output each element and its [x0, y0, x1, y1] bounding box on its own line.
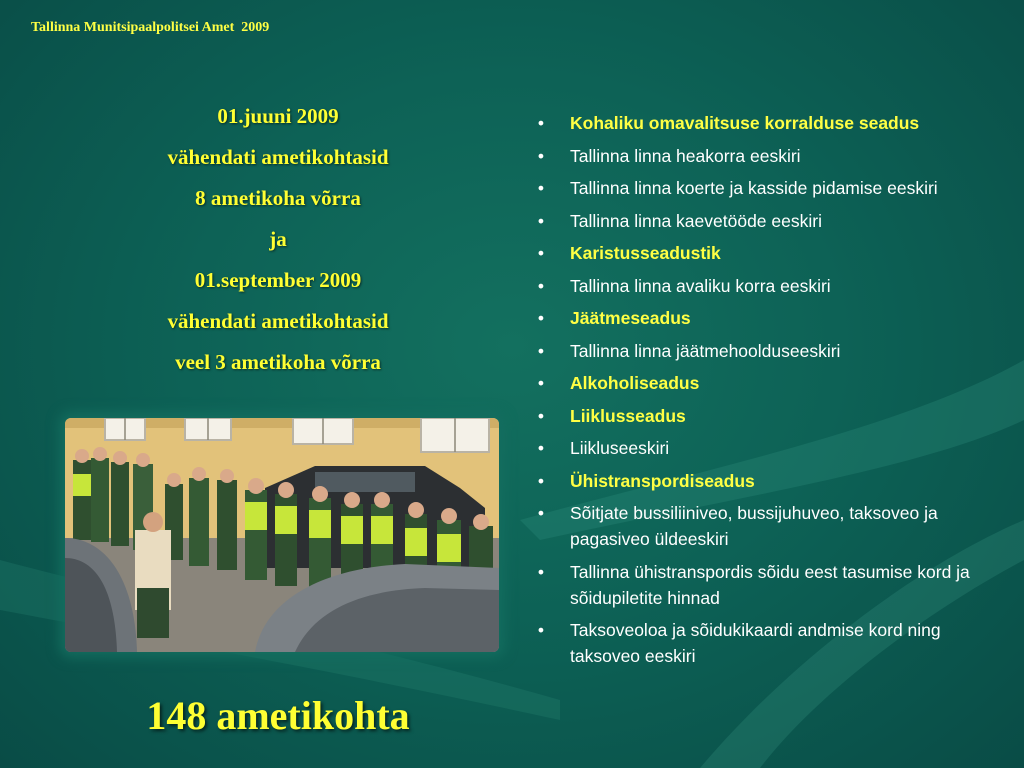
bullet-icon: •	[537, 561, 545, 582]
list-item-text: Liikluseeskiri	[570, 438, 670, 458]
list-item-text: Taksoveoloa ja sõidukikaardi andmise kord ning taksoveo eeskiri	[570, 620, 941, 666]
list-item-text: Kohaliku omavalitsuse korralduse seadus	[570, 113, 920, 133]
list-item-text: Sõitjate bussiliiniveo, bussijuhuveo, taksoveo ja pagasiveo üldeeskiri	[570, 503, 938, 549]
left-line: ja	[269, 227, 287, 251]
legislation-list-item	[534, 110, 974, 136]
bullet-icon: •	[537, 275, 545, 296]
officers-photo	[65, 418, 499, 652]
bullet-icon: •	[537, 145, 545, 166]
left-line: vähendati ametikohtasid	[167, 145, 389, 169]
list-item-text: Karistusseadustik	[570, 243, 721, 263]
list-item-text: Tallinna ühistranspordis sõidu eest tasumise kord ja sõidupiletite hinnad	[570, 561, 970, 608]
legislation-list-item	[534, 240, 974, 266]
legislation-list-item	[534, 175, 974, 201]
bullet-icon: •	[537, 340, 545, 361]
left-line: vähendati ametikohtasid	[167, 309, 389, 333]
legislation-list-item	[534, 305, 974, 331]
legislation-list-item	[534, 468, 974, 494]
legislation-list-item	[534, 435, 974, 461]
bullet-icon: •	[537, 113, 545, 133]
left-line: veel 3 ametikoha võrra	[175, 350, 381, 374]
list-item-text: Alkoholiseadus	[570, 373, 700, 393]
bullet-icon: •	[537, 503, 545, 523]
legislation-list-item	[534, 403, 974, 429]
list-item-text: Tallinna linna jäätmehoolduseeskiri	[570, 340, 841, 361]
list-item-text: Jäätmeseadus	[570, 308, 691, 328]
bullet-icon: •	[537, 438, 545, 458]
legislation-list-item	[534, 273, 974, 299]
list-item-text: Liiklusseadus	[570, 405, 686, 426]
list-item-text: Ühistranspordiseadus	[570, 470, 755, 491]
left-text-block	[60, 96, 496, 383]
bullet-icon: •	[537, 210, 545, 231]
bullet-icon: •	[537, 373, 545, 393]
legislation-list-item	[534, 208, 974, 234]
bullet-icon: •	[537, 620, 545, 640]
list-item-text: Tallinna linna avaliku korra eeskiri	[570, 275, 831, 296]
legislation-list-item	[534, 338, 974, 364]
legislation-list-item	[534, 617, 974, 669]
bullet-icon: •	[537, 405, 545, 426]
list-item-text: Tallinna linna koerte ja kasside pidamise eeskiri	[570, 178, 938, 198]
list-item-text: Tallinna linna heakorra eeskiri	[570, 145, 801, 166]
left-line: 01.september 2009	[194, 268, 362, 292]
left-line: 01.juuni 2009	[217, 104, 339, 128]
legislation-list-item	[534, 559, 974, 611]
legislation-list-item	[534, 143, 974, 169]
big-title: 148 ametikohta	[146, 693, 410, 738]
bullet-icon: •	[537, 243, 545, 263]
left-line: 8 ametikoha võrra	[195, 186, 361, 210]
slide-header: Tallinna Munitsipaalpolitsei Amet 2009	[31, 20, 270, 35]
legislation-list-item	[534, 370, 974, 396]
bullet-icon: •	[537, 470, 545, 491]
bullet-icon: •	[537, 308, 545, 328]
list-item-text: Tallinna linna kaevetööde eeskiri	[570, 210, 822, 231]
legislation-list-item	[534, 500, 974, 552]
legislation-list	[534, 110, 974, 676]
bullet-icon: •	[537, 178, 545, 198]
